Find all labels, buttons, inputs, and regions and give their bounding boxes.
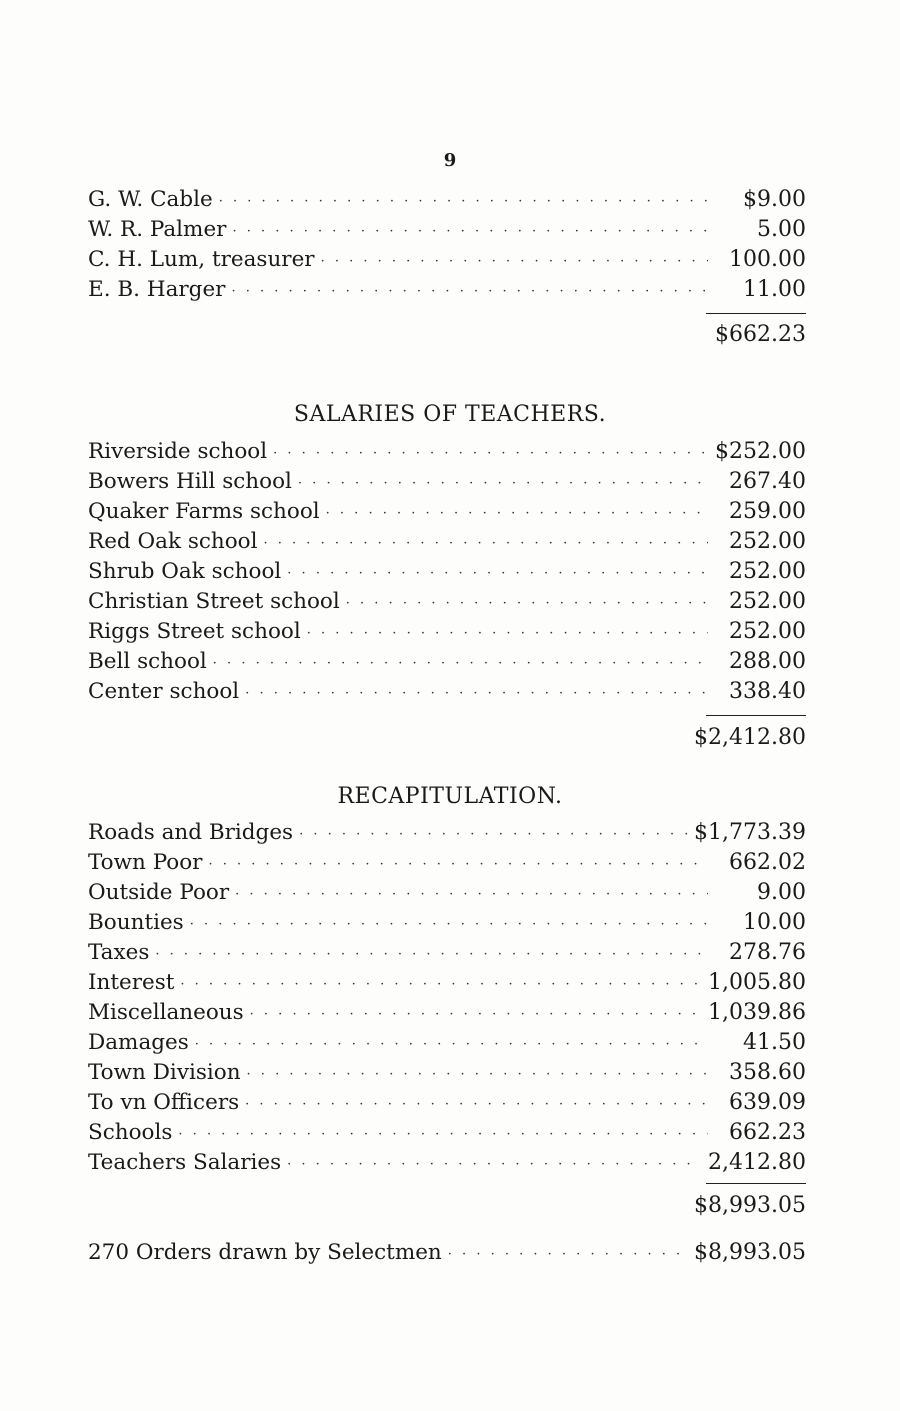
dot-leader: [264, 529, 708, 559]
row-label: Damages: [88, 1030, 189, 1055]
teachers-total: $2,412.80: [694, 725, 806, 750]
dot-leader: [208, 850, 708, 880]
dot-leader: [287, 559, 708, 589]
row-label: Center school: [88, 679, 240, 704]
row-label: Miscellaneous: [88, 1000, 244, 1025]
row-label: 270 Orders drawn by Selectmen: [88, 1240, 442, 1265]
ledger-row: [88, 998, 806, 1028]
row-label: To vn Officers: [88, 1090, 240, 1115]
ledger-row: [88, 467, 806, 497]
row-amount: 1,005.80: [708, 970, 806, 995]
teachers-entries: [88, 437, 806, 707]
dot-leader: [346, 589, 708, 619]
dot-leader: [307, 619, 708, 649]
row-amount: 252.00: [729, 619, 806, 644]
dot-leader: [231, 277, 708, 307]
row-amount: 278.76: [729, 940, 806, 965]
ledger-row: [88, 938, 806, 968]
recap-total: $8,993.05: [694, 1193, 806, 1218]
ledger-row: [88, 848, 806, 878]
ledger-row: [88, 908, 806, 938]
page-number: 9: [443, 150, 457, 171]
row-label: Quaker Farms school: [88, 499, 320, 524]
dot-leader: [245, 679, 708, 709]
row-label: Interest: [88, 970, 175, 995]
row-label: Bounties: [88, 910, 184, 935]
row-amount: 639.09: [729, 1090, 806, 1115]
top-total: $662.23: [715, 322, 806, 347]
ledger-row: [88, 245, 806, 275]
dot-leader: [273, 439, 708, 469]
ledger-row: [88, 1088, 806, 1118]
dot-leader: [155, 940, 708, 970]
row-label: Town Division: [88, 1060, 241, 1085]
row-amount: 9.00: [757, 880, 806, 905]
row-amount: 288.00: [729, 649, 806, 674]
row-label: Riggs Street school: [88, 619, 301, 644]
row-amount: 252.00: [729, 589, 806, 614]
dot-leader: [232, 217, 708, 247]
ledger-row: [88, 1118, 806, 1148]
ledger-row: [88, 497, 806, 527]
ledger-row: [88, 818, 806, 848]
row-label: Teachers Salaries: [88, 1150, 282, 1175]
row-amount: 662.02: [729, 850, 806, 875]
row-label: Shrub Oak school: [88, 559, 282, 584]
ledger-row: [88, 968, 806, 998]
ledger-row: [88, 677, 806, 707]
orders-entry: [88, 1238, 806, 1268]
dot-leader: [287, 1150, 702, 1180]
ledger-row: [88, 275, 806, 305]
row-amount: 41.50: [743, 1030, 806, 1055]
row-amount: 100.00: [729, 247, 806, 272]
sum-rule: [706, 1183, 806, 1184]
sum-rule: [706, 715, 806, 716]
recap-entries: [88, 818, 806, 1178]
dot-leader: [213, 649, 708, 679]
row-label: C. H. Lum, treasurer: [88, 247, 315, 272]
row-label: Red Oak school: [88, 529, 258, 554]
ledger-row: [88, 557, 806, 587]
row-amount: 252.00: [729, 559, 806, 584]
row-amount: 5.00: [757, 217, 806, 242]
dot-leader: [235, 880, 708, 910]
dot-leader: [245, 1090, 708, 1120]
dot-leader: [299, 820, 688, 850]
ledger-row: [88, 1148, 806, 1178]
row-label: Town Poor: [88, 850, 203, 875]
row-amount: 267.40: [729, 469, 806, 494]
section-heading-teachers: SALARIES OF TEACHERS.: [293, 402, 607, 427]
row-label: Outside Poor: [88, 880, 230, 905]
ledger-row: [88, 1058, 806, 1088]
ledger-row: [88, 1028, 806, 1058]
row-label: Roads and Bridges: [88, 820, 294, 845]
dot-leader: [326, 499, 708, 529]
row-amount: 2,412.80: [708, 1150, 806, 1175]
row-label: Taxes: [88, 940, 150, 965]
row-label: Schools: [88, 1120, 173, 1145]
dot-leader: [448, 1240, 688, 1270]
row-amount: 358.60: [729, 1060, 806, 1085]
dot-leader: [190, 910, 708, 940]
dot-leader: [195, 1030, 708, 1060]
row-label: Christian Street school: [88, 589, 340, 614]
dot-leader: [247, 1060, 708, 1090]
row-amount: $252.00: [715, 439, 806, 464]
row-amount: $1,773.39: [694, 820, 806, 845]
dot-leader: [219, 187, 708, 217]
ledger-row: [88, 527, 806, 557]
row-amount: 338.40: [729, 679, 806, 704]
dot-leader: [178, 1120, 708, 1150]
row-amount: 252.00: [729, 529, 806, 554]
ledger-row: [88, 587, 806, 617]
row-amount: $8,993.05: [694, 1240, 806, 1265]
row-amount: 662.23: [729, 1120, 806, 1145]
dot-leader: [321, 247, 708, 277]
row-label: Riverside school: [88, 439, 268, 464]
row-amount: $9.00: [743, 187, 806, 212]
dot-leader: [298, 469, 708, 499]
dot-leader: [180, 970, 702, 1000]
sum-rule: [706, 313, 806, 314]
row-label: G. W. Cable: [88, 187, 213, 212]
row-amount: 11.00: [743, 277, 806, 302]
ledger-row: [88, 215, 806, 245]
ledger-row: [88, 437, 806, 467]
dot-leader: [250, 1000, 702, 1030]
top-entries: [88, 185, 806, 305]
row-label: Bell school: [88, 649, 207, 674]
ledger-row: [88, 647, 806, 677]
row-amount: 259.00: [729, 499, 806, 524]
ledger-row: [88, 185, 806, 215]
ledger-row: [88, 617, 806, 647]
row-amount: 1,039.86: [708, 1000, 806, 1025]
row-label: E. B. Harger: [88, 277, 226, 302]
section-heading-recapitulation: RECAPITULATION.: [337, 784, 563, 809]
row-label: W. R. Palmer: [88, 217, 227, 242]
row-amount: 10.00: [743, 910, 806, 935]
ledger-row: [88, 1238, 806, 1268]
row-label: Bowers Hill school: [88, 469, 292, 494]
ledger-row: [88, 878, 806, 908]
